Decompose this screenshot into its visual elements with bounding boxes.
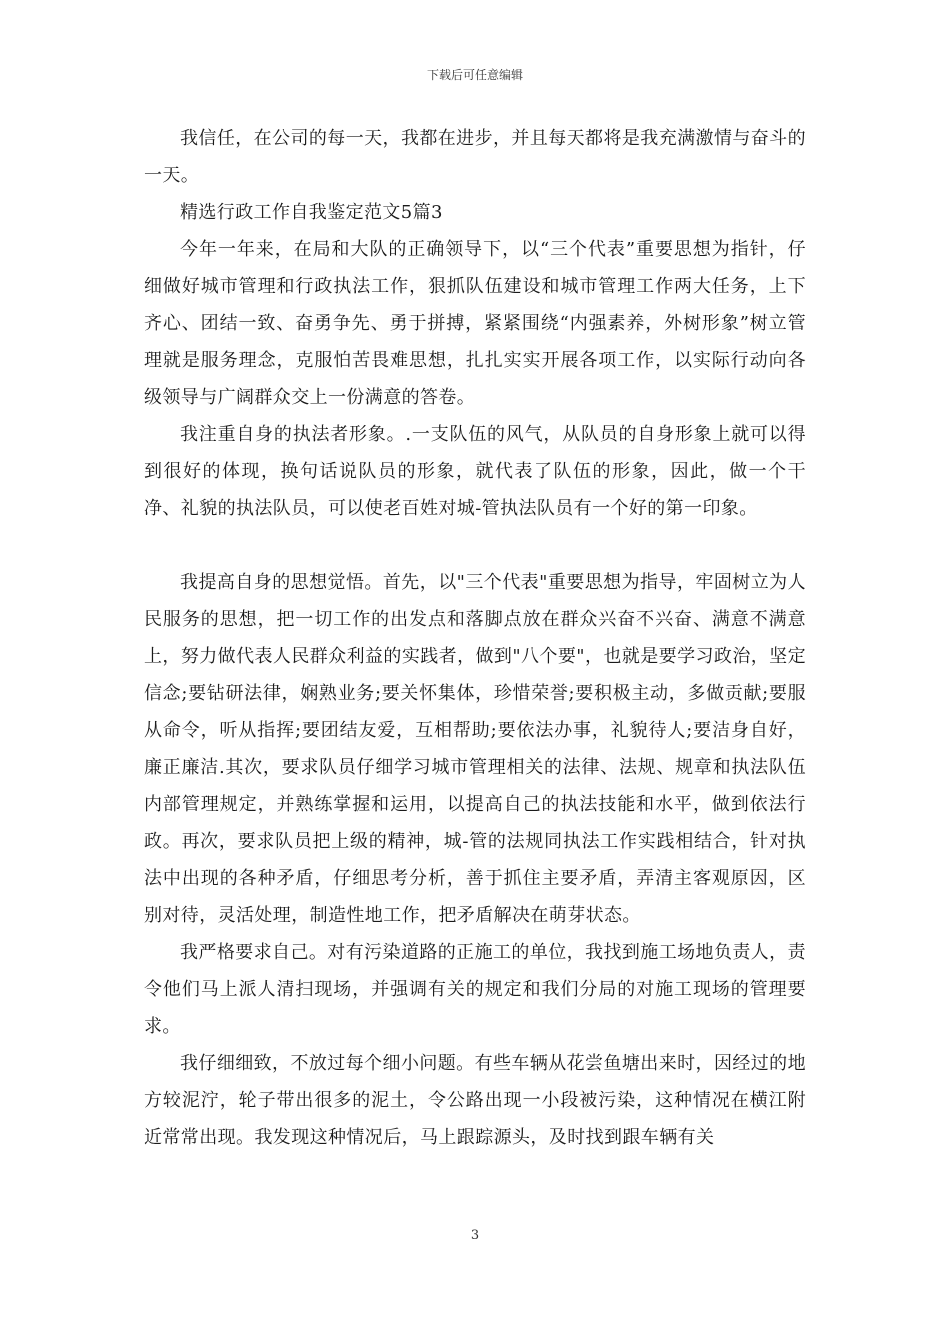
section-heading: 精选行政工作自我鉴定范文5篇3	[180, 202, 443, 223]
paragraph-3: 我注重自身的执法者形象。.一支队伍的风气，从队员的自身形象上就可以得到很好的体现，换句话说队员的形象，就代表了队伍的形象，因此，做一个干净、礼貌的执法队员，可以使老百姓对城-管执法队员有一个好的第一印象。	[144, 424, 806, 519]
paragraph-5: 我严格要求自己。对有污染道路的正施工的单位，我找到施工场地负责人，责令他们马上派人清扫现场，并强调有关的规定和我们分局的对施工现场的管理要求。	[144, 942, 806, 1037]
page-number: 3	[470, 1228, 480, 1243]
document-body	[144, 120, 806, 1156]
paragraph-6: 我仔细细致，不放过每个细小问题。有些车辆从花尝鱼塘出来时，因经过的地方较泥泞，轮子带出很多的泥土，令公路出现一小段被污染，这种情况在横江附近常常出现。我发现这种情况后，马上跟踪源头，及时找到跟车辆有关	[144, 1053, 806, 1148]
page-header-note: 下载后可任意编辑	[426, 68, 523, 82]
paragraph-1: 我信任，在公司的每一天，我都在进步，并且每天都将是我充满激情与奋斗的一天。	[144, 128, 806, 186]
paragraph-2: 今年一年来，在局和大队的正确领导下，以“三个代表”重要思想为指针，仔细做好城市管理和行政执法工作，狠抓队伍建设和城市管理工作两大任务，上下齐心、团结一致、奋勇争先、勇于拼搏，紧紧围绕“内强素养，外树形象”树立管理就是服务理念，克服怕苦畏难思想，扎扎实实开展各项工作，以实际行动向各级领导与广阔群众交上一份满意的答卷。	[144, 239, 806, 408]
paragraph-4: 我提高自身的思想觉悟。首先，以"三个代表"重要思想为指导，牢固树立为人民服务的思想，把一切工作的出发点和落脚点放在群众兴奋不兴奋、满意不满意上，努力做代表人民群众利益的实践者，做到"八个要"，也就是要学习政治，坚定信念;要钻研法律，娴熟业务;要关怀集体，珍惜荣誉;要积极主动，多做贡献;要服从命令，听从指挥;要团结友爱，互相帮助;要依法办事，礼貌待人;要洁身自好，廉正廉洁.其次，要求队员仔细学习城市管理相关的法律、法规、规章和执法队伍内部管理规定，并熟练掌握和运用，以提高自己的执法技能和水平，做到依法行政。再次，要求队员把上级的精神，城-管的法规同执法工作实践相结合，针对执法中出现的各种矛盾，仔细思考分析，善于抓住主要矛盾，弄清主客观原因，区别对待，灵活处理，制造性地工作，把矛盾解决在萌芽状态。	[144, 572, 806, 926]
